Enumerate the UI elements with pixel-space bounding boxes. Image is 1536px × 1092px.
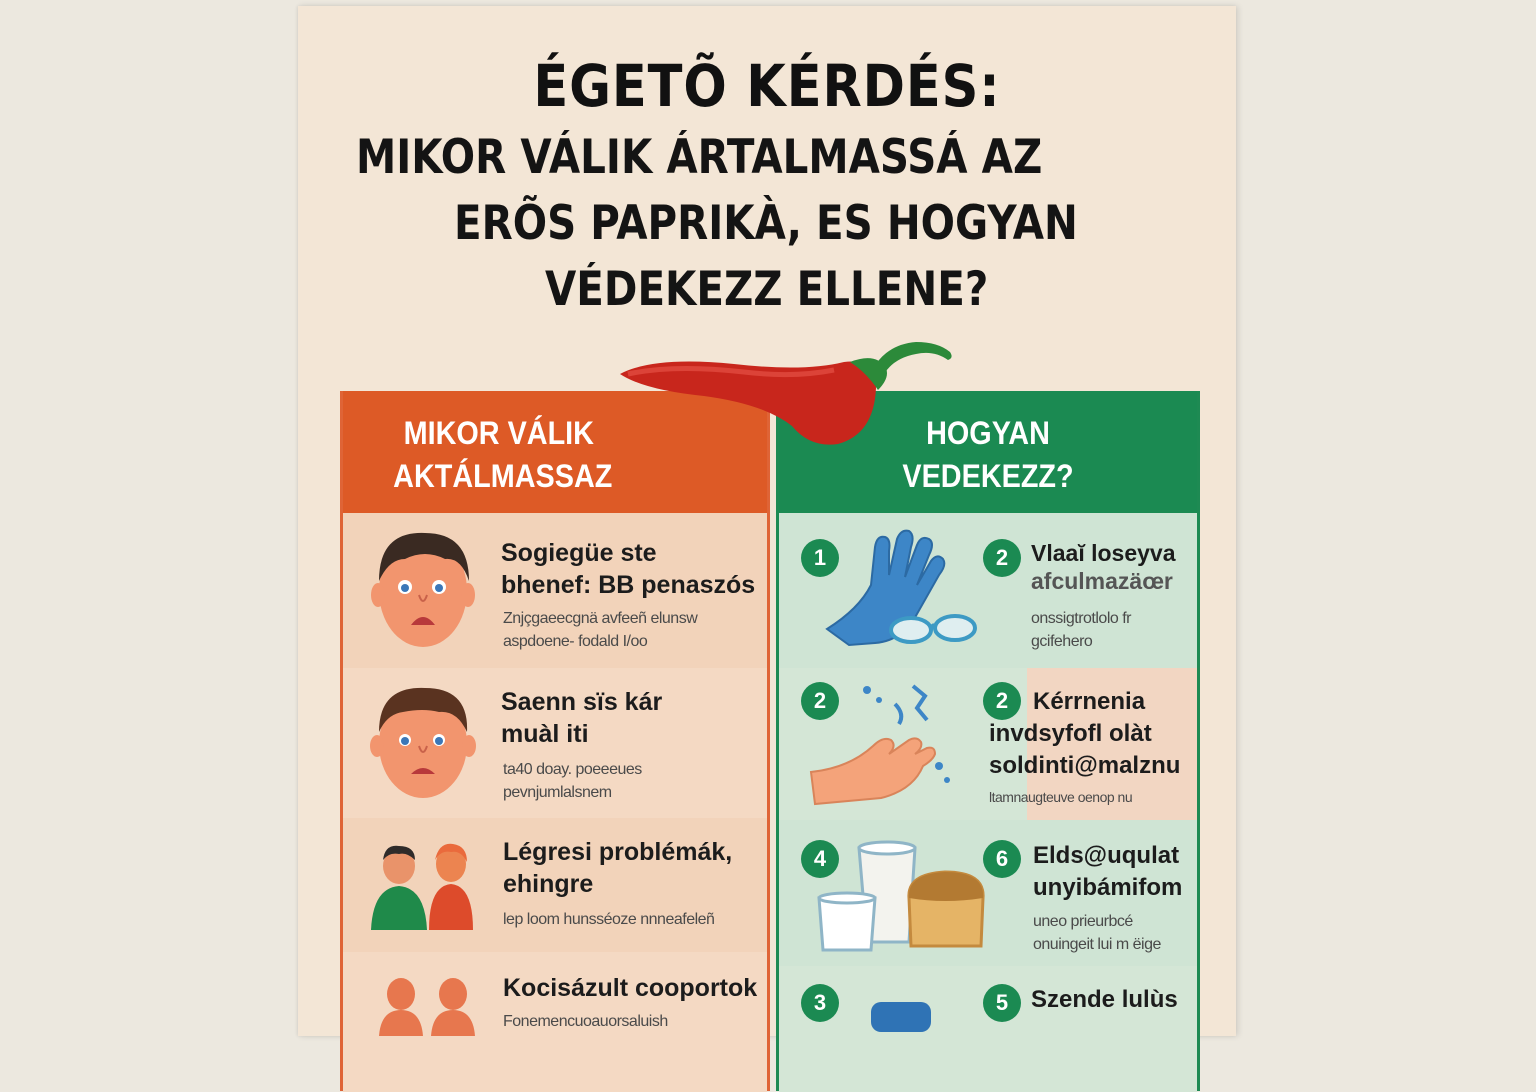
harm-column bbox=[340, 391, 770, 1091]
harm-item-3-title-line-1: Légresi problémák, bbox=[503, 838, 733, 866]
step-number-badge: 2 bbox=[983, 682, 1021, 720]
protection-header-line-2: VEDEKEZZ? bbox=[902, 458, 1074, 494]
chili-pepper-icon bbox=[614, 334, 974, 454]
harm-item-2-title-line-2: muàl iti bbox=[501, 720, 589, 748]
harm-item-3-title-line-2: ehingre bbox=[503, 870, 594, 898]
poster-subtitle-line-1: MIKOR VÁLIK ÁRTALMASSÁ AZ bbox=[356, 130, 1043, 185]
sad-face-icon bbox=[375, 529, 475, 659]
hand-washing-icon bbox=[809, 680, 959, 810]
protection-item-1-title-line-1: Vlaaĭ loseyva bbox=[1031, 540, 1176, 566]
step-number-badge: 3 bbox=[801, 984, 839, 1022]
harm-item-4-title-line-1: Kocisázult cooportok bbox=[503, 974, 758, 1002]
protection-item-2-title-line-2: invdsyfofl olàt bbox=[989, 720, 1152, 747]
poster-subtitle-line-2: ERÕS PAPRIKÀ, ES HOGYAN bbox=[454, 196, 1078, 251]
glove-icon bbox=[867, 994, 947, 1034]
step-number-badge: 6 bbox=[983, 840, 1021, 878]
harm-item-4 bbox=[343, 952, 767, 1092]
protection-item-3-detail-line-2: onuingeit lui m ëige bbox=[1033, 936, 1161, 953]
poster-title: ÉGETÕ KÉRDÉS: bbox=[533, 52, 1001, 120]
harm-item-2 bbox=[343, 668, 767, 818]
step-number-badge: 2 bbox=[983, 539, 1021, 577]
harm-item-1-title-line-2: bhenef: BB penaszós bbox=[501, 571, 756, 599]
protection-item-2 bbox=[779, 668, 1197, 820]
harm-header-line-2: AKTÁLMASSAZ bbox=[393, 458, 613, 494]
harm-header-line-1: MIKOR VÁLIK bbox=[403, 415, 594, 451]
milk-glass-icon bbox=[815, 888, 885, 958]
poster-subtitle-line-3: VÉDEKEZZ ELLENE? bbox=[545, 262, 989, 317]
protection-column bbox=[776, 391, 1200, 1091]
harm-item-4-detail-line-1: Fonemencuoauorsaluish bbox=[503, 1013, 668, 1030]
protection-item-2-title-line-1: Kérrnenia bbox=[1033, 688, 1146, 715]
harm-item-2-detail-line-2: pevnjumlalsnem bbox=[503, 784, 612, 801]
step-number-badge: 1 bbox=[801, 539, 839, 577]
harm-item-3 bbox=[343, 818, 767, 952]
people-icon bbox=[371, 976, 481, 1036]
harm-item-3-detail-line-1: lep loom hunsséoze nnneafeleñ bbox=[503, 911, 715, 928]
step-number-badge: 5 bbox=[983, 984, 1021, 1022]
protection-item-4 bbox=[779, 966, 1197, 1092]
people-icon bbox=[369, 838, 479, 938]
protection-item-1 bbox=[779, 513, 1197, 668]
protection-item-2-title-line-3: soldinti@malznu bbox=[989, 752, 1181, 779]
protection-item-3-title-line-1: Elds@uqulat bbox=[1033, 842, 1180, 869]
protection-item-2-detail-line-1: ltamnaugteuve oenop nu bbox=[989, 789, 1133, 805]
protection-item-1-detail-line-2: gcifehero bbox=[1031, 633, 1093, 650]
harm-item-1-title-line-1: Sogiegüe ste bbox=[501, 539, 657, 567]
protection-item-1-detail-line-1: onssigtrotlolo fr bbox=[1031, 610, 1131, 627]
step-number-badge: 4 bbox=[801, 840, 839, 878]
step-number-badge: 2 bbox=[801, 682, 839, 720]
protection-item-4-title-line-1: Szende lulùs bbox=[1031, 986, 1178, 1013]
harm-item-1-detail-line-1: Znjçgaeecgnä avfeeñ elunsw bbox=[503, 610, 698, 627]
protection-item-3 bbox=[779, 820, 1197, 966]
bread-icon bbox=[901, 864, 991, 954]
protection-header-line-1: HOGYAN bbox=[926, 415, 1050, 451]
harm-item-1 bbox=[343, 513, 767, 668]
protection-item-3-title-line-2: unyibámifom bbox=[1033, 874, 1183, 901]
worried-face-icon bbox=[373, 682, 473, 807]
poster bbox=[298, 6, 1236, 1036]
harm-item-2-title-line-1: Saenn sïs kár bbox=[501, 688, 663, 716]
protection-item-3-detail-line-1: uneo prieurbcé bbox=[1033, 913, 1133, 930]
harm-item-1-detail-line-2: aspdoene- fodald I/oo bbox=[503, 633, 648, 650]
protection-item-1-title-line-2: afculmazäœr bbox=[1031, 568, 1173, 594]
goggles-icon bbox=[889, 608, 979, 648]
harm-item-2-detail-line-1: ta40 doay. poeeeues bbox=[503, 761, 642, 778]
